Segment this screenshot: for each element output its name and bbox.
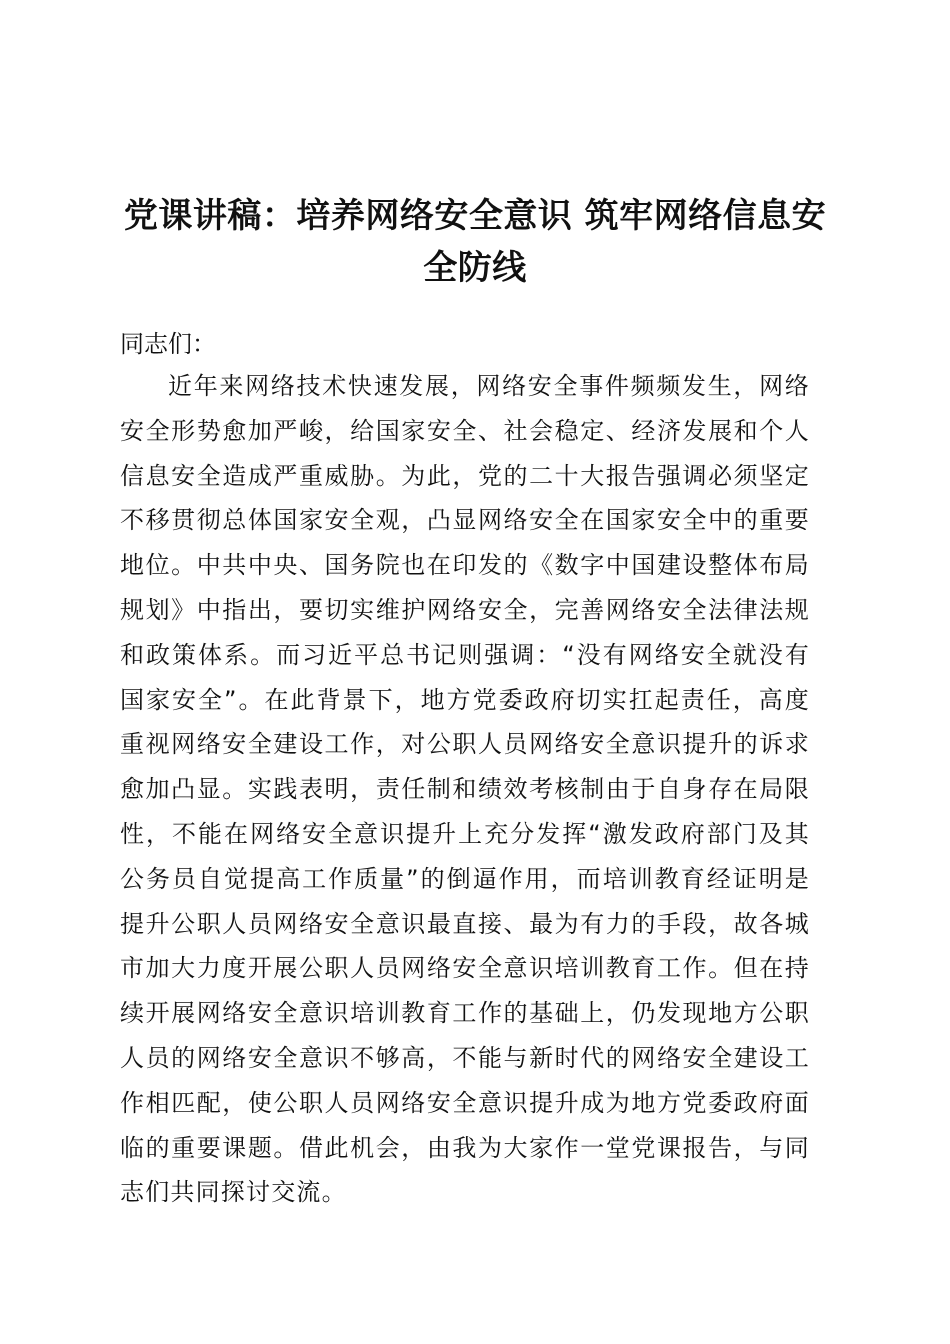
body-paragraph: 近年来网络技术快速发展，网络安全事件频频发生，网络安全形势愈加严峻，给国家安全、社会稳定、经济发展和个人信息安全造成严重威胁。为此，党的二十大报告强调必须坚定不移贯彻总体国家安全观，凸显网络安全在国家安全中的重要地位。中共中央、国务院也在印发的《数字中国建设整体布局规划》中指出，要切实维护网络安全，完善网络安全法律法规和政策体系。而习近平总书记则强调：“没有网络安全就没有国家安全”。在此背景下，地方党委政府切实扛起责任，高度重视网络安全建设工作，对公职人员网络安全意识提升的诉求愈加凸显。实践表明，责任制和绩效考核制由于自身存在局限性，不能在网络安全意识提升上充分发挥“激发政府部门及其公务员自觉提高工作质量”的倒逼作用，而培训教育经证明是提升公职人员网络安全意识最直接、最为有力的手段，故各城市加大力度开展公职人员网络安全意识培训教育工作。但在持续开展网络安全意识培训教育工作的基础上，仍发现地方公职人员的网络安全意识不够高，不能与新时代的网络安全建设工作相匹配，使公职人员网络安全意识提升成为地方党委政府面临的重要课题。借此机会，由我为大家作一堂党课报告，与同志们共同探讨交流。: [120, 372, 810, 1207]
salutation: 同志们：: [120, 330, 216, 358]
document-title: 党课讲稿：培养网络安全意识 筑牢网络信息安全防线: [123, 196, 827, 288]
